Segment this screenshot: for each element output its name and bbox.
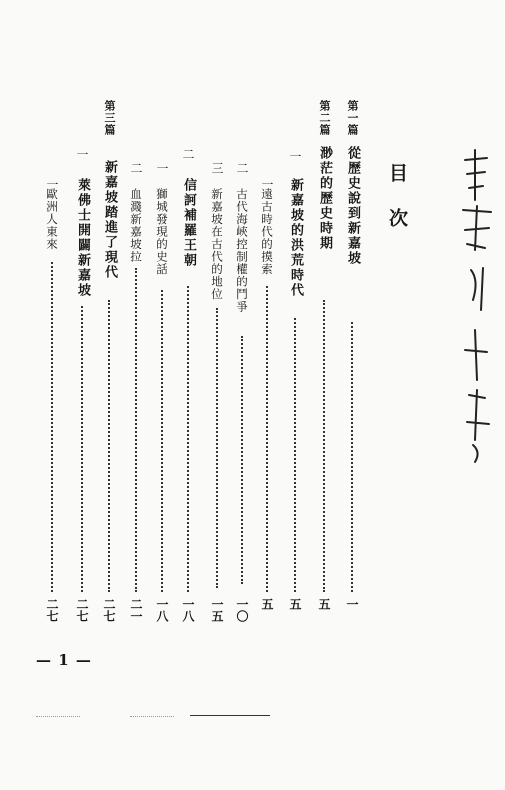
entry-title: 遠古時代的摸索 (260, 188, 274, 276)
entry-number: 一 (288, 150, 302, 162)
page-number: 二七 (45, 598, 59, 622)
leader-dots (266, 286, 268, 592)
page-number: 一八 (155, 598, 169, 622)
toc-entry-s5[interactable] (126, 100, 146, 648)
toc-entry-p3[interactable] (99, 100, 119, 648)
part-label: 第一篇 (346, 100, 359, 136)
toc-entry-c2[interactable] (178, 100, 198, 648)
page-number: 一 (345, 598, 359, 610)
leader-dots (108, 300, 110, 592)
footer-dots-left (36, 716, 80, 717)
entry-title: 信訶補羅王朝 (181, 178, 196, 268)
page-number: 五 (317, 598, 331, 610)
toc-entry-c1[interactable] (285, 100, 305, 648)
leader-dots (241, 336, 243, 584)
entry-number: 一 (75, 148, 89, 160)
leader-dots (81, 306, 83, 592)
handwritten-stamp (455, 140, 501, 470)
entry-title: 歐洲人東來 (45, 188, 59, 251)
entry-title: 從歷史說到新嘉坡 (345, 146, 360, 266)
toc-entry-s6[interactable] (42, 100, 62, 648)
entry-title: 血濺新嘉坡拉 (129, 188, 143, 263)
entry-number: 二 (129, 162, 143, 174)
page-number: 二七 (102, 598, 116, 622)
leader-dots (294, 318, 296, 592)
leader-dots (187, 286, 189, 592)
part-label: 第二篇 (318, 100, 331, 136)
page-folio: — 1 — (36, 651, 92, 669)
leader-dots (51, 262, 53, 592)
leader-dots (135, 268, 137, 592)
entry-number: 二 (235, 162, 249, 174)
page-number: 一五 (210, 598, 224, 622)
entry-number: 一 (45, 178, 59, 190)
toc-entry-c3[interactable] (72, 100, 92, 648)
page-number: 一〇 (235, 598, 249, 622)
entry-title: 萊佛士開闢新嘉坡 (75, 178, 90, 298)
page-number: 二一 (129, 598, 143, 622)
entry-title: 新嘉坡在古代的地位 (210, 188, 224, 301)
leader-dots (351, 322, 353, 592)
leader-dots (161, 290, 163, 592)
entry-number: 一 (155, 162, 169, 174)
toc-entry-s3[interactable] (207, 100, 227, 648)
entry-number: 二 (181, 148, 195, 160)
entry-number: 一 (260, 178, 274, 190)
entry-title: 新嘉坡的洪荒時代 (288, 178, 303, 298)
entry-title: 獅城發現的史話 (155, 188, 169, 276)
toc-entry-s2[interactable] (232, 100, 252, 648)
toc-title: 目次 (386, 163, 408, 253)
toc-entry-p2[interactable] (314, 100, 334, 648)
page-number: 一八 (181, 598, 195, 622)
page-number: 五 (288, 598, 302, 610)
toc-entry-p1[interactable] (342, 100, 362, 648)
entry-title: 古代海峽控制權的鬥爭 (235, 188, 249, 313)
part-label: 第三篇 (103, 100, 116, 136)
page-number: 二七 (75, 598, 89, 622)
leader-dots (323, 300, 325, 592)
page-number: 五 (260, 598, 274, 610)
entry-title: 渺茫的歷史時期 (317, 146, 332, 251)
toc-entry-s1[interactable] (257, 100, 277, 648)
entry-title: 新嘉坡踏進了現代 (102, 160, 117, 280)
footer-dots-mid (130, 716, 174, 717)
footer-rule (190, 715, 270, 716)
leader-dots (216, 308, 218, 588)
toc-entry-s4[interactable] (152, 100, 172, 648)
entry-number: 三 (210, 162, 224, 174)
